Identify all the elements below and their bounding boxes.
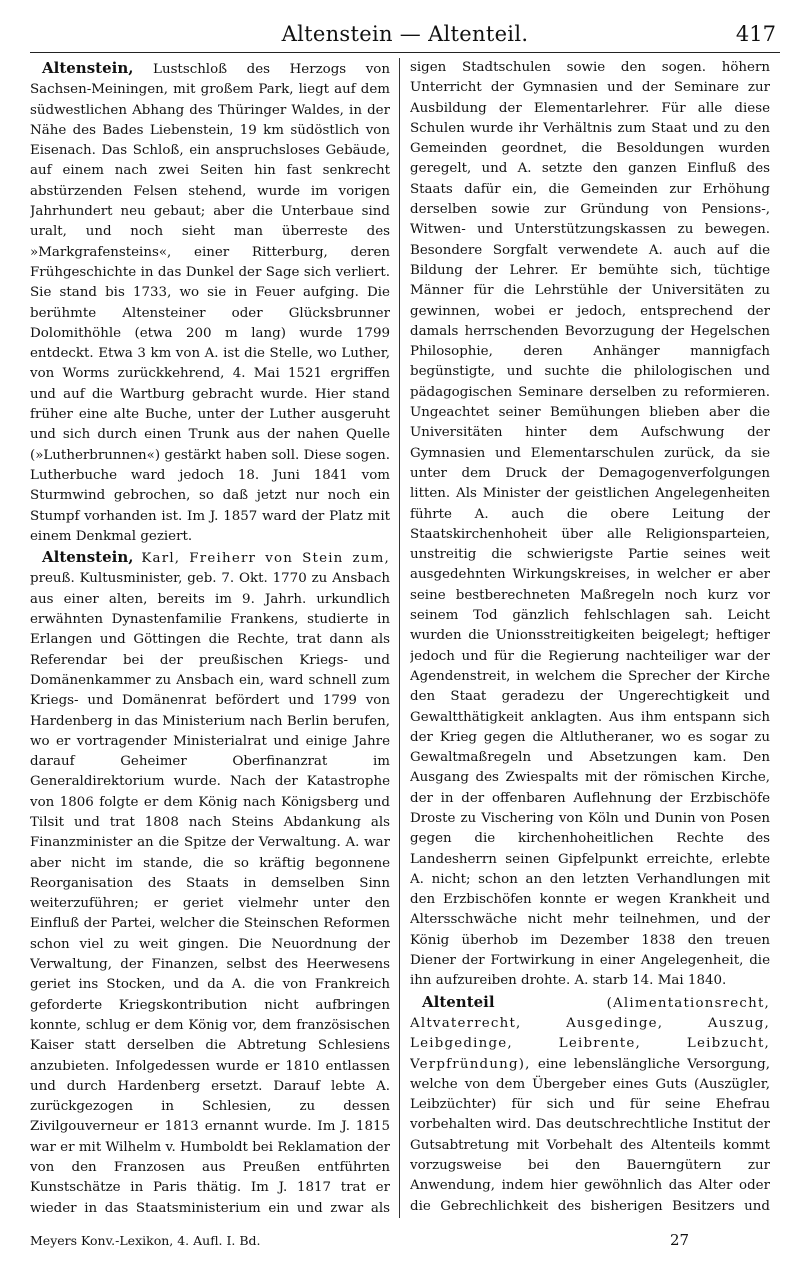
right-column — [410, 58, 770, 1218]
entry-altenstein-karl-continued — [410, 58, 770, 992]
page-number: 417 — [735, 22, 776, 46]
running-title: Altenstein — Altenteil. — [281, 22, 529, 46]
page-footer — [30, 1231, 780, 1255]
entry-text: preuß. Kultusminister, geb. 7. Okt. 1770 zu Ansbach aus einer alten, bereits im 9. Jahrh. urkundlich erwähnten Dynastenfamilie Frankens, studierte in Erlangen und Göttingen die Rechte, trat dann als Referendar bei der preußischen Kriegs- und Domänenkammer zu Ansbach ein, ward schnell zum Kriegs- und Domänenrat befördert und 1799 von Hardenberg in das Ministerium nach Berlin berufen, wo er vortragender Ministerialrat und einige Jahre darauf Geheimer Oberfinanzrat im Generaldirektorium wurde. Nach der Katastrophe von 1806 folgte er dem König nach Königsberg und Tilsit und trat 1808 nach Steins Abdankung als Finanzminister an die Spitze der Verwaltung. A. war aber nicht im stande, die so kräftig begonnene Reorganisation des Staats in demselben Sinn weiterzuführen; er geriet vielmehr unter den Einfluß der Partei, welcher die Steinschen Reformen schon viel zu weit gingen. Die Neuordnung der Verwaltung, der Finanzen, selbst des Heerwesens geriet ins Stocken, und da A. die von Frankreich geforderte Kriegskontribution nicht aufbringen konnte, schlug er dem König vor, dem französischen Kaiser statt derselben die Abtretung Schlesiens anzubieten. Infolgedessen wurde er 1810 entlassen und durch Hardenberg ersetzt. Darauf lebte A. zurückgezogen in Schlesien, zu dessen Zivilgouverneur er 1813 ernannt wurde. Im J. 1815 war er mit Wilhelm v. Humboldt bei Reklamation der von den Franzosen aus Preußen entführten Kunstschätze in Paris thätig. Im J. 1817 trat er wieder in das Staatsministerium ein und zwar als — [30, 571, 390, 1216]
column-divider — [399, 58, 400, 1218]
signature-mark: 27 — [670, 1231, 690, 1249]
entry-altenstein-karl — [30, 547, 390, 1218]
entry-altenstein-castle — [30, 58, 390, 547]
page-header — [30, 18, 780, 53]
publication-imprint: Meyers Konv.-Lexikon, 4. Aufl. I. Bd. — [30, 1233, 261, 1248]
dictionary-page — [30, 18, 780, 1263]
entry-lemma: Altenstein, — [42, 59, 134, 77]
entry-lemma: Altenstein, — [42, 548, 134, 567]
left-column — [30, 58, 390, 1218]
entry-text: eine lebenslängliche Versorgung, welche von dem Übergeber eines Guts (Auszügler, Leibzüchter) für sich und für seine Ehefrau vorbehalten wird. Das deutschrechtliche Institut der Gutsabtretung mit Vorbehalt des Altenteils kommt vorzugsweise bei den Bauerngütern zur Anwendung, indem hier gewöhnlich das Alter oder die Gebrechlichkeit des bisherigen Besitzers und — [410, 1056, 770, 1214]
text-columns — [30, 58, 780, 1218]
entry-person-name: Karl, Freiherr von Stein zum, — [141, 551, 390, 567]
entry-text: sigen Stadtschulen sowie den sogen. höhern Unterricht der Gymnasien und der Seminare zur Ausbildung der Elementarlehrer. Für alle diese Schulen wurde ihr Verhältnis zum Staat und zu den Gemeinden geordnet, die Besoldungen wurden geregelt, und A. setzte den ganzen Einfluß des Staats dafür ein, die Gemeinden zur Erhöhung derselben sowie zur Gründung von Pensions-, Witwen- und Unterstützungskassen zu bewegen. Besondere Sorgfalt verwendete A. auch auf die Bildung der Lehrer. Er bemühte sich, tüchtige Männer für die Lehrstühle der Universitäten zu gewinnen, wobei er jedoch, entsprechend der damals herrschenden Bevorzugung der Hegelschen Philosophie, deren Anhänger mannigfach begünstigte, und suchte die philologischen und pädagogischen Seminare derselben zu reformieren. Ungeachtet seiner Bemühungen blieben aber die Universitäten hinter dem Aufschwung der Gymnasien und Elementarschulen zurück, da sie unter dem Druck der Demagogenverfolgungen litten. Als Minister der geistlichen Angelegenheiten führte A. auch die obere Leitung der Staatskirchenhoheit über alle Religionsparteien, unstreitig die schwierigste Partie seines weit ausgedehnten Wirkungskreises, in welcher er aber seine bestberechneten Maßregeln noch kurz vor seinem Tod gänzlich fehlschlagen sah. Leicht wurden die Unionsstreitigkeiten beigelegt; heftiger jedoch und für die Regierung nachteiliger war der Agendenstreit, in welchem die Sprecher der Kirche den Staat geradezu der Ungerechtigkeit und Gewaltthätigkeit anklagten. Aus ihm entspann sich der Krieg gegen die Altlutheraner, wo es sogar zu Gewaltmaßregeln und Absetzungen kam. Den Ausgang des Zwiespalts mit der römischen Kirche, der in der offenbaren Auflehnung der Erzbischöfe Droste zu Vischering von Köln und Dunin von Posen gegen die kirchenhoheitlichen Rechte des Landesherrn seinen Gipfelpunkt erreichte, erlebte A. nicht; schon an den letzten Verhandlungen mit den Erzbischöfen konnte er wegen Krankheit und Altersschwäche nicht mehr teilnehmen, und der König überhob im Dezember 1838 den treuen Diener der Fortwirkung in einer Angelegenheit, die ihn aufzureiben drohte. A. starb 14. Mai 1840. — [410, 60, 770, 989]
entry-altenteil — [410, 992, 770, 1218]
entry-lemma: Altenteil — [422, 992, 495, 1011]
entry-text: Lustschloß des Herzogs von Sachsen-Meiningen, mit großem Park, liegt auf dem südwestlichen Abhang des Thüringer Waldes, in der Nähe des Bades Liebenstein, 19 km südöstlich von Eisenach. Das Schloß, ein anspruchsloses Gebäude, auf einem nach zwei Seiten hin fast senkrecht abstürzenden Felsen stehend, wurde im vorigen Jahrhundert neu gebaut; aber die Unterbaue sind uralt, und noch sieht man überreste des »Markgrafensteins«, einer Ritterburg, deren Frühgeschichte in das Dunkel der Sage sich verliert. Sie stand bis 1733, wo sie in Feuer aufging. Die berühmte Altensteiner oder Glücksbrunner Dolomithöhle (etwa 200 m lang) wurde 1799 entdeckt. Etwa 3 km von A. ist die Stelle, wo Luther, von Worms zurückkehrend, 4. Mai 1521 ergriffen und auf die Wartburg gebracht wurde. Hier stand früher eine alte Buche, unter der Luther ausgeruht und sich durch einen Trunk aus der nahen Quelle (»Lutherbrunnen«) gestärkt haben soll. Diese sogen. Lutherbuche ward jedoch 18. Juni 1841 vom Sturmwind gebrochen, so daß jetzt nur noch ein Stumpf vorhanden ist. Im J. 1857 ward der Platz mit einem Denkmal geziert. — [30, 62, 390, 544]
entry-synonyms: (Alimentationsrecht, Altvaterrecht, Ausgedinge, Auszug, Leibgedinge, Leibrente, Leibzucht, Verpfründung), — [410, 995, 770, 1072]
